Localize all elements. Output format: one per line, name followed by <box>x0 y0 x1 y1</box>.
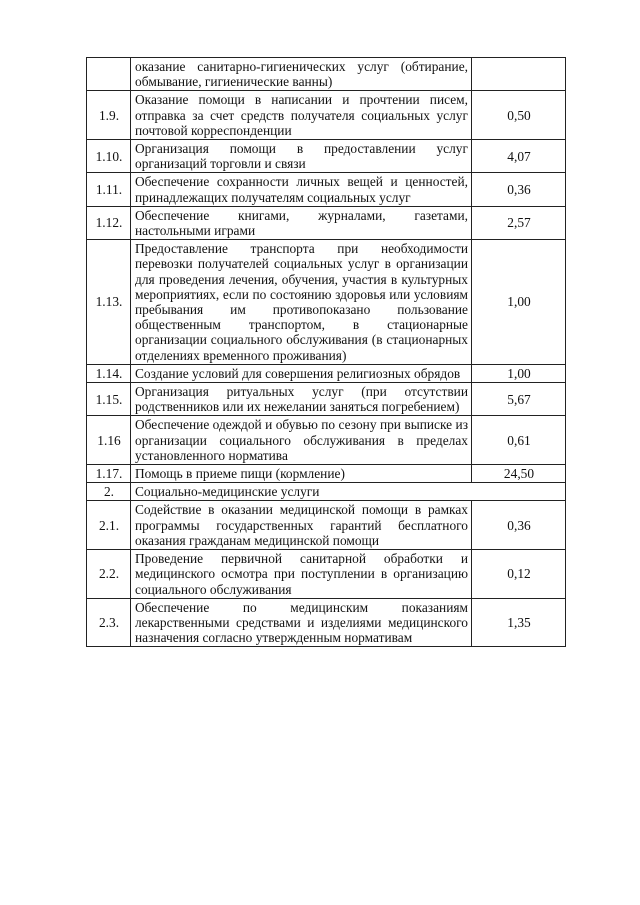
row-number: 1.13. <box>87 240 131 365</box>
service-description: Организация ритуальных услуг (при отсутствии родственников или их нежелании заняться погребением) <box>131 383 472 416</box>
service-value: 1,00 <box>472 240 566 365</box>
section-number: 2. <box>87 483 131 501</box>
service-value: 5,67 <box>472 383 566 416</box>
table-row <box>87 416 566 465</box>
row-number: 1.12. <box>87 206 131 239</box>
service-description: Обеспечение книгами, журналами, газетами, настольными играми <box>131 206 472 239</box>
table-row <box>87 465 566 483</box>
table-row <box>87 58 566 91</box>
table-row <box>87 550 566 599</box>
service-description: Организация помощи в предоставлении услуг организаций торговли и связи <box>131 140 472 173</box>
section-row <box>87 483 566 501</box>
table-row <box>87 598 566 647</box>
service-description: оказание санитарно-гигиенических услуг (обтирание, обмывание, гигиенические ванны) <box>131 58 472 91</box>
service-value: 1,00 <box>472 364 566 382</box>
service-value: 0,12 <box>472 550 566 599</box>
table-row <box>87 91 566 140</box>
service-value: 4,07 <box>472 140 566 173</box>
table-row <box>87 364 566 382</box>
table-row <box>87 240 566 365</box>
row-number: 1.15. <box>87 383 131 416</box>
services-table-body <box>87 58 566 647</box>
table-row <box>87 173 566 206</box>
service-value: 0,36 <box>472 173 566 206</box>
service-value: 0,50 <box>472 91 566 140</box>
table-row <box>87 140 566 173</box>
service-description: Создание условий для совершения религиозных обрядов <box>131 364 472 382</box>
service-description: Обеспечение по медицинским показаниям лекарственными средствами и изделиями медицинского назначения согласно утвержденным нормативам <box>131 598 472 647</box>
service-description: Обеспечение одеждой и обувью по сезону при выписке из организации социального обслуживания в пределах установленного норматива <box>131 416 472 465</box>
service-description: Обеспечение сохранности личных вещей и ценностей, принадлежащих получателям социальных услуг <box>131 173 472 206</box>
row-number: 1.10. <box>87 140 131 173</box>
row-number: 1.11. <box>87 173 131 206</box>
service-description: Проведение первичной санитарной обработки и медицинского осмотра при поступлении в организацию социального обслуживания <box>131 550 472 599</box>
service-value: 2,57 <box>472 206 566 239</box>
service-description: Предоставление транспорта при необходимости перевозки получателей социальных услуг в организации для проведения лечения, обучения, участия в культурных мероприятиях, если по состоянию здоровья или условиям пребывания им противопоказано пользование общественным транспортом, в стационарные организации социального обслуживания (в стационарных отделениях временного проживания) <box>131 240 472 365</box>
table-row <box>87 206 566 239</box>
table-row <box>87 501 566 550</box>
row-number: 2.2. <box>87 550 131 599</box>
service-description: Оказание помощи в написании и прочтении писем, отправка за счет средств получателя социальных услуг почтовой корреспонденции <box>131 91 472 140</box>
row-number: 1.17. <box>87 465 131 483</box>
row-number: 1.9. <box>87 91 131 140</box>
service-value: 24,50 <box>472 465 566 483</box>
row-number: 2.1. <box>87 501 131 550</box>
section-title: Социально-медицинские услуги <box>131 483 566 501</box>
service-value: 1,35 <box>472 598 566 647</box>
row-number: 2.3. <box>87 598 131 647</box>
service-description: Помощь в приеме пищи (кормление) <box>131 465 472 483</box>
service-value: 0,36 <box>472 501 566 550</box>
service-description: Содействие в оказании медицинской помощи в рамках программы государственных гарантий бесплатного оказания гражданам медицинской помощи <box>131 501 472 550</box>
row-number <box>87 58 131 91</box>
services-table <box>86 57 566 647</box>
service-value: 0,61 <box>472 416 566 465</box>
table-row <box>87 383 566 416</box>
row-number: 1.14. <box>87 364 131 382</box>
row-number: 1.16 <box>87 416 131 465</box>
service-value <box>472 58 566 91</box>
